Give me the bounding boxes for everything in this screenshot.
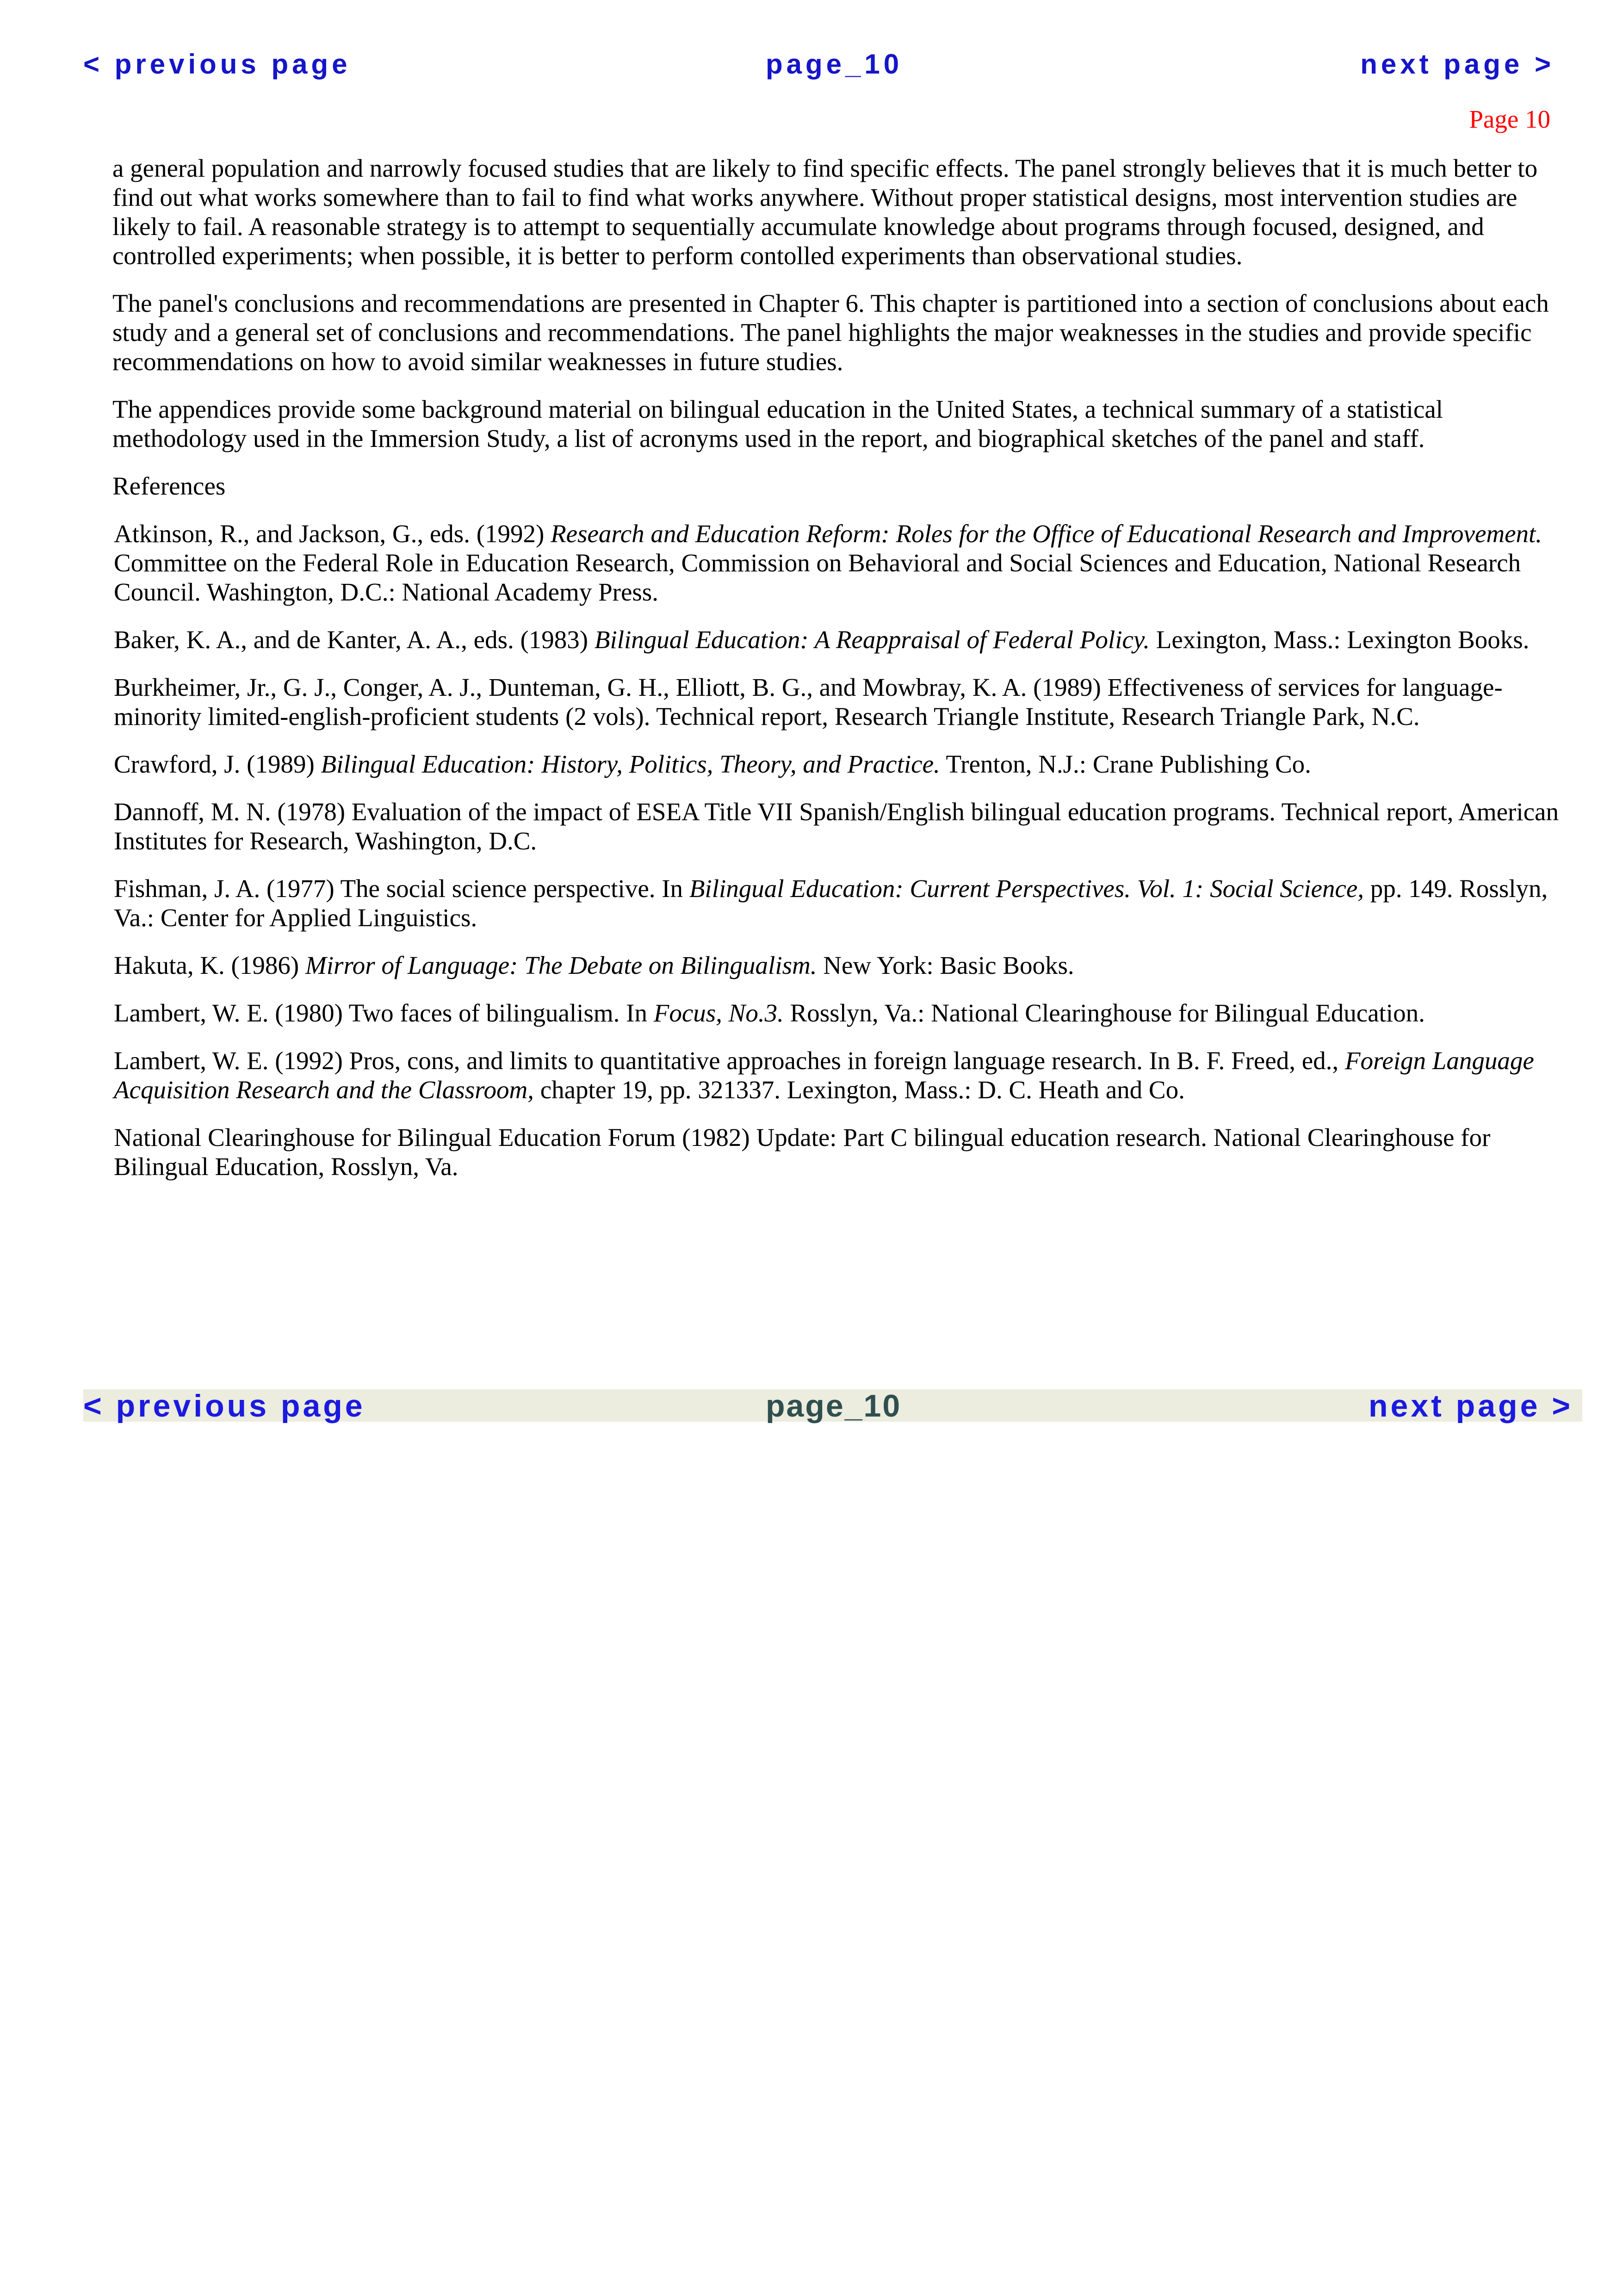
page-number-label: Page 10 (1469, 105, 1550, 133)
reference-entry: Lambert, W. E. (1980) Two faces of bilingualism. In Focus, No.3. Rosslyn, Va.: National Clearinghouse for Bilingual Education. (114, 999, 1425, 1027)
reference-entry: Atkinson, R., and Jackson, G., eds. (1992) Research and Education Reform: Roles for the Office of Educational Research and Improvement. Committee on the Federal Role in Education Research, Commission on Behavioral and Social Sciences and Education, National Research Council. Washington, D.C.: National Academy Press. (114, 520, 1542, 606)
reference-entry: Hakuta, K. (1986) Mirror of Language: The Debate on Bilingualism. New York: Basic Books. (114, 951, 1074, 979)
references-heading: References (112, 472, 226, 500)
next-page-link[interactable]: next page > (1368, 1388, 1573, 1423)
reference-entry: Lambert, W. E. (1992) Pros, cons, and limits to quantitative approaches in foreign language research. In B. F. Freed, ed., Foreign Language Acquisition Research and the Classroom, chapter 19, pp. 321337. Lexington, Mass.: D. C. Heath and Co. (114, 1046, 1534, 1104)
reference-entry: Baker, K. A., and de Kanter, A. A., eds. (1983) Bilingual Education: A Reappraisal of Federal Policy. Lexington, Mass.: Lexington Books. (114, 625, 1530, 654)
body-paragraph: The appendices provide some background material on bilingual education in the United States, a technical summary of a statistical methodology used in the Immersion Study, a list of acronyms used in the report, and biographical sketches of the panel and staff. (112, 395, 1443, 452)
body-paragraph: a general population and narrowly focused studies that are likely to find specific effects. The panel strongly believes that it is much better to find out what works somewhere than to fail to find what works anywhere. Without proper statistical designs, most intervention studies are likely to fail. A reasonable strategy is to attempt to sequentially accumulate knowledge about programs through focused, designed, and controlled experiments; when possible, it is better to perform contolled experiments than observational studies. (112, 154, 1538, 270)
body-paragraph: The panel's conclusions and recommendations are presented in Chapter 6. This chapter is partitioned into a section of conclusions about each study and a general set of conclusions and recommendations. The panel highlights the major weaknesses in the studies and provide specific recommendations on how to avoid similar weaknesses in future studies. (112, 289, 1549, 376)
reference-entry: Dannoff, M. N. (1978) Evaluation of the impact of ESEA Title VII Spanish/English bilingual education programs. Technical report, American Institutes for Research, Washington, D.C. (114, 798, 1559, 855)
previous-page-link[interactable]: < previous page (83, 1388, 365, 1423)
references-list (112, 519, 1561, 1181)
reference-entry: Crawford, J. (1989) Bilingual Education: History, Politics, Theory, and Practice. Trenton, N.J.: Crane Publishing Co. (114, 750, 1311, 778)
reference-entry: Burkheimer, Jr., G. J., Conger, A. J., Dunteman, G. H., Elliott, B. G., and Mowbray, K. A. (1989) Effectiveness of services for language-minority limited-english-proficient students (2 vols). Technical report, Research Triangle Institute, Research Triangle Park, N.C. (114, 673, 1503, 730)
reference-entry: National Clearinghouse for Bilingual Education Forum (1982) Update: Part C bilingual education research. National Clearinghouse for Bilingual Education, Rosslyn, Va. (114, 1123, 1491, 1181)
top-nav-next-fragment[interactable]: next page > (1360, 49, 1555, 80)
top-nav-clipped (83, 49, 1564, 80)
reference-entry: Fishman, J. A. (1977) The social science perspective. In Bilingual Education: Current Perspectives. Vol. 1: Social Science, pp. 149. Rosslyn, Va.: Center for Applied Linguistics. (114, 874, 1548, 932)
top-nav-prev-fragment[interactable]: < previous page (83, 49, 351, 80)
top-nav-page-fragment: page_10 (766, 49, 903, 80)
current-page-indicator: page_10 (766, 1388, 902, 1423)
page-navigation-bar (83, 1389, 1582, 1422)
document-body (112, 154, 1561, 1200)
